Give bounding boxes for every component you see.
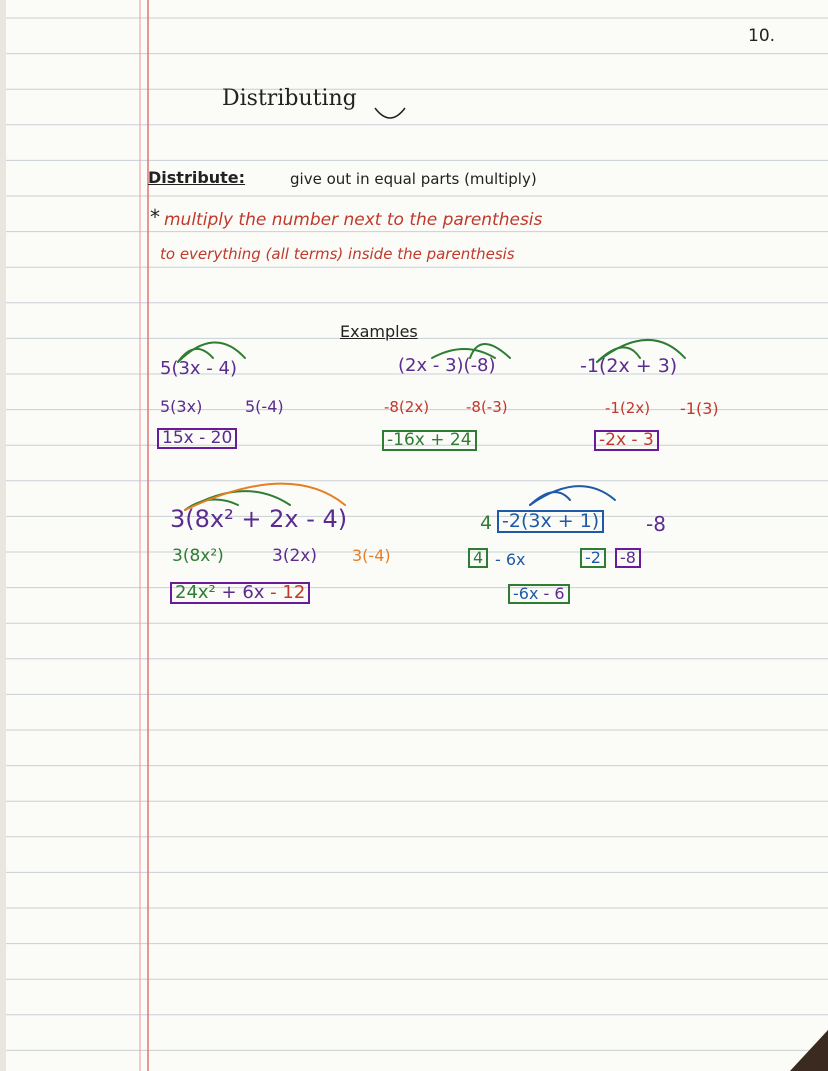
ex1-step-b: 5(-4) — [245, 397, 284, 416]
ex1-answer: 15x - 20 — [157, 428, 237, 449]
page-title: Distributing — [222, 86, 357, 111]
ex5-step-c: -2 — [580, 548, 606, 568]
ex1-step-a: 5(3x) — [160, 397, 203, 416]
ex3-problem: -1(2x + 3) — [580, 355, 678, 377]
page-number: 10. — [748, 26, 776, 46]
ex2-problem: (2x - 3)(-8) — [398, 355, 496, 376]
ex4-step-c: 3(-4) — [352, 546, 391, 565]
ex4-answer-box — [170, 582, 310, 604]
ex4-step-a: 3(8x²) — [172, 546, 224, 566]
ex2-answer: -16x + 24 — [382, 430, 477, 451]
ex5-step-a: 4 — [468, 548, 488, 568]
ex4-step-b: 3(2x) — [272, 546, 317, 566]
ex5-answer-box — [508, 584, 570, 604]
definition-term: Distribute: — [148, 168, 246, 187]
ex5-step-d: -8 — [615, 548, 641, 568]
note-star: * — [150, 205, 160, 229]
ex2-step-b: -8(-3) — [466, 398, 508, 416]
ex4-problem: 3(8x² + 2x - 4) — [170, 505, 348, 533]
ex3-answer: -2x - 3 — [594, 430, 659, 451]
examples-heading: Examples — [340, 322, 418, 341]
ex3-step-b: -1(3) — [680, 399, 719, 418]
ex5-answer-b: - 6 — [543, 584, 565, 603]
ex4-answer-b: + 6x — [221, 582, 265, 603]
ex5-step-b: - 6x — [495, 550, 526, 569]
note-line-2: to everything (all terms) inside the parenthesis — [160, 245, 515, 263]
ex5-answer-a: -6x — [513, 584, 539, 603]
ex5-problem-c: -8 — [646, 512, 666, 536]
binding-edge — [0, 0, 6, 1071]
ex5-problem-b: -2(3x + 1) — [497, 510, 604, 533]
title-descender — [375, 108, 405, 118]
ex1-problem: 5(3x - 4) — [160, 358, 237, 379]
ex2-step-a: -8(2x) — [384, 398, 430, 416]
ex4-answer-a: 24x² — [175, 582, 216, 603]
definition-text: give out in equal parts (multiply) — [290, 170, 537, 188]
ex5-problem-a: 4 — [480, 512, 493, 534]
ex3-step-a: -1(2x) — [605, 399, 651, 417]
note-line-1: multiply the number next to the parenthesis — [164, 210, 543, 230]
ex4-answer-c: - 12 — [270, 582, 306, 603]
